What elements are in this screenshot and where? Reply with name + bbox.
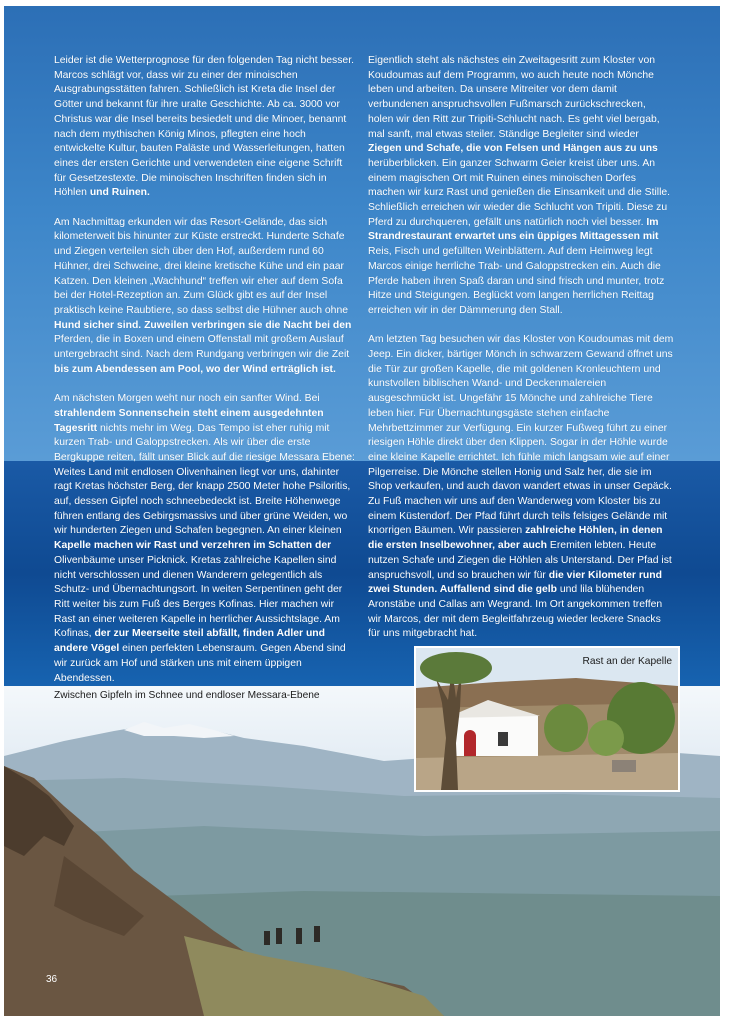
magazine-page xyxy=(4,6,720,1016)
left-text-column xyxy=(54,54,356,701)
chapel-inset-photo xyxy=(414,646,680,792)
left-paragraph-2: Am Nachmittag erkunden wir das Resort-Gelände, das sich kilometerweit bis hinunter zur Küste erstreckt. Hunderte Schafe und Ziegen verteilen sich über den Hof, außerdem rund 60 Hühner, drei Schweine, drei kleine kretische Kühe und ein paar Katzen. Den kleinen „Wachhund“ treffen wir eher auf dem Sofa bei der Hotel-Rezeption an. Zum Glück gibt es auf der Insel praktisch keine Raubtiere, so dass selbst die Hühner auch ohne Hund sicher sind. Zuweilen verbringen sie die Nacht bei den Pferden, die in Boxen und einem Offenstall mit großem Auslauf untergebracht sind. Nach dem Rundgang verbringen wir die Zeit bis zum Abendessen am Pool, wo der Wind erträglich ist. xyxy=(54,216,352,375)
right-text-column xyxy=(368,54,674,657)
left-paragraph-1: Leider ist die Wetterprognose für den folgenden Tag nicht besser. Marcos schlägt vor, dass wir zu einer der minoischen Ausgrabungsstätten fahren. Schließlich ist Kreta die Insel der Götter und bekannt für ihre uralte Geschichte. Ab ca. 3000 vor Christus war die Insel bereits besiedelt und die Minoer, benannt nach dem mythischen König Minos, pflegten eine hoch entwickelte Kultur, bauten Paläste und Wasserleitungen, hatten eines der ersten Gerichte und verwendeten eine eigene Schrift für Gesetzestexte. Die minoischen Inschriften finden sich in Höhlen und Ruinen. xyxy=(54,55,354,199)
main-photo-caption: Zwischen Gipfeln im Schnee und endloser Messara-Ebene xyxy=(54,690,320,701)
right-paragraph-2: Am letzten Tag besuchen wir das Kloster von Koudoumas mit dem Jeep. Ein dicker, bärtiger Mönch in schwarzem Gewand öffnet uns die Tür zur großen Kapelle, die mit goldenen Kronleuchtern und kunstvollen biblischen Wand- und Deckenmalereien ausgeschmückt ist. Ungefähr 15 Mönche und zahlreiche Tiere leben hier. Für Übernachtungsgäste stehen einfache Mehrbettzimmer zur Verfügung. Ein kurzer Fußweg führt zu einer riesigen Höhle direkt über den Klippen. Sogar in der Höhle wurde eine kleine Kapelle errichtet. Ich fühle mich langsam wie auf einer Pilgerreise. Die Mönche stellen Honig und Salz her, die sie im Shop verkaufen, und auch davon wandert etwas in unser Gepäck. Zu Fuß machen wir uns auf den Wanderweg vom Kloster bis zu einem Küstendorf. Der Pfad führt durch teils felsiges Gelände mit knorrigen Bäumen. Wir passieren zahlreiche Höhlen, in denen die ersten Inselbewohner, aber auch Eremiten lebten. Heute nutzen Schafe und Ziegen die Höhlen als Unterstand. Der Pfad ist anspruchsvoll, und so brauchen wir für die vier Kilometer rund zwei Stunden. Auffallend sind die gelb und lila blühenden Aronstäbe und Callas am Wegrand. Im Ort angekommen treffen wir Marcos, der mit dem Begleitfahrzeug wieder leckere Snacks für uns mitgebracht hat. xyxy=(368,334,674,640)
left-paragraph-3: Am nächsten Morgen weht nur noch ein sanfter Wind. Bei strahlendem Sonnenschein steht einem ausgedehnten Tagesritt nichts mehr im Weg. Das Tempo ist eher ruhig mit kurzen Trab- und Galoppstrecken. Als wir über die erste Bergkuppe reiten, fällt unser Blick auf die riesige Messara Ebene: Weites Land mit endlosen Olivenhainen liegt vor uns, dahinter ragt Kretas höchster Berg, der knapp 2500 Meter hohe Psiloritis, auf, dessen Gipfel noch schneebedeckt ist. Breite Höhenwege führen entlang des Gebirgsmassivs und über grüne Weiden, wo wir hunderten Ziegen und Schafen begegnen. An einer kleinen Kapelle machen wir Rast und verzehren im Schatten der Olivenbäume unser Picknick. Kretas zahlreiche Kapellen sind nicht verschlossen und dienen Wanderern gelegentlich als Schutz- und Übernachtungsort. In weiten Serpentinen geht der Ritt weiter bis zum Fuß des Berges Kofinas. Hier machen wir Rast an einer weiteren Kapelle in herrlicher Aussichtslage. Am Kofinas, der zur Meerseite steil abfällt, finden Adler und andere Vögel einen perfekten Lebensraum. Gegen Abend sind wir zurück am Hof und stärken uns mit einem üppigen Abendessen. xyxy=(54,393,355,684)
chapel-illustration xyxy=(416,648,678,790)
right-paragraph-1: Eigentlich steht als nächstes ein Zweitagesritt zum Kloster von Koudoumas auf dem Programm, wo auch heute noch Mönche leben und arbeiten. Da unsere Mitreiter vor dem damit verbundenen anspruchsvollen Fußmarsch zurückschrecken, holen wir den Ritt zur Tripiti-Schlucht nach. Es geht viel bergab, mal sanft, mal etwas steiler. Ständige Begleiter sind wieder Ziegen und Schafe, die von Felsen und Hängen aus zu uns herüberblicken. Ein ganzer Schwarm Geier kreist über uns. An einem magischen Ort mit Ruinen eines minoischen Dorfes machen wir kurz Rast und genießen die Einsamkeit und die Stille. Schließlich erreichen wir wieder die Schlucht von Tripiti. Diese zu Pferd zu durchqueren, gefällt uns natürlich noch viel besser. Im Strandrestaurant erwartet uns ein üppiges Mittagessen mit Reis, Fisch und gefüllten Weinblättern. Auf dem Heimweg legt Marcos einige herrliche Trab- und Galoppstrecken ein. Auch die Pferde haben ihren Spaß daran und sind frisch und munter, trotz Hitze und Steigungen. Beglückt vom langen herrlichen Reittag erreichen wir in der Dämmerung den Stall. xyxy=(368,55,671,316)
page-number: 36 xyxy=(46,974,58,985)
inset-caption: Rast an der Kapelle xyxy=(582,656,672,667)
